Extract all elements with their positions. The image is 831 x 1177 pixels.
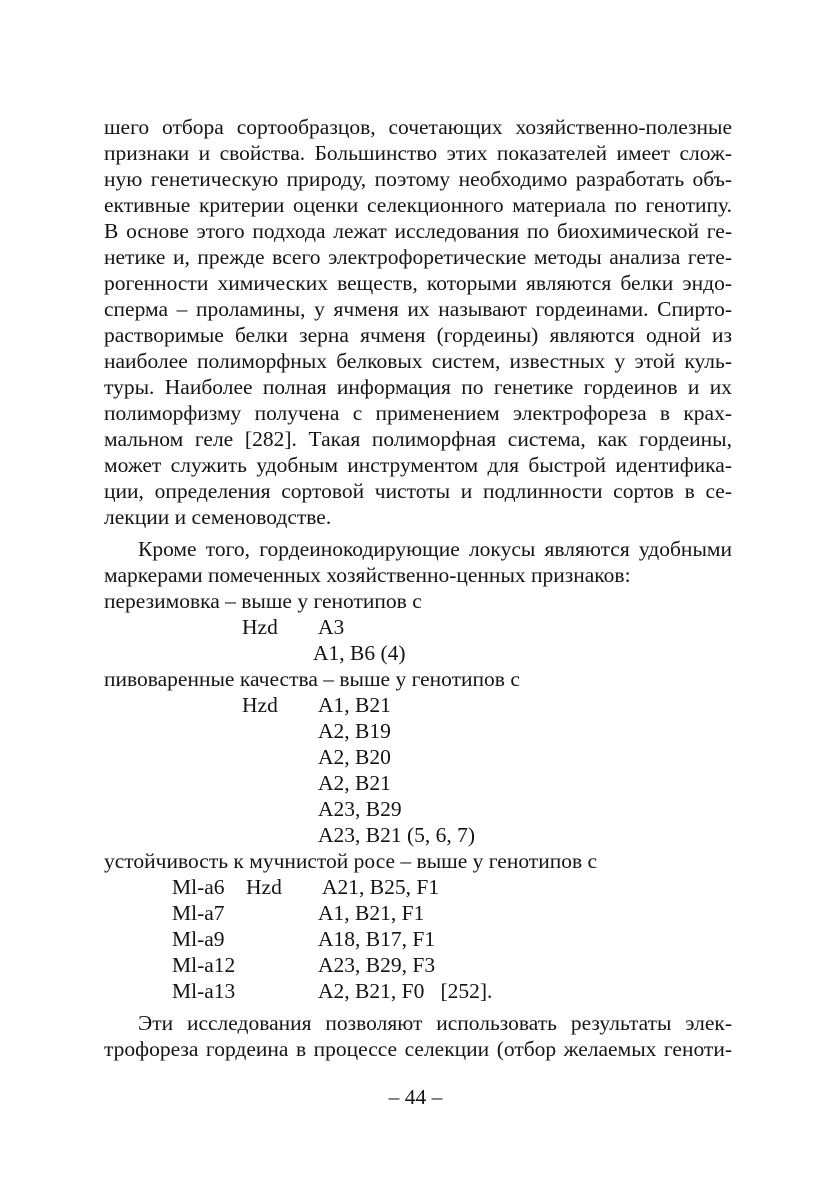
locus-label: Ml-a9 <box>172 927 225 951</box>
allele-row: А23, В29, F3 <box>318 953 436 977</box>
hzd-label: Hzd <box>246 875 282 899</box>
text-line: В основе этого подхода лежат исследования по биохимической ге- <box>104 219 732 243</box>
text-line: нетике и, прежде всего электрофоретические методы анализа гете- <box>104 245 732 269</box>
hzd-label: Hzd <box>242 615 278 639</box>
allele-row: А23, В21 (5, 6, 7) <box>318 823 476 847</box>
hzd-label: Hzd <box>242 693 278 717</box>
allele-row: А3 <box>318 615 345 639</box>
text-line: растворимые белки зерна ячменя (гордеины) являются одной из <box>104 323 732 347</box>
locus-label: Ml-a7 <box>172 901 225 925</box>
list-heading: пивоваренные качества – выше у генотипов с <box>104 667 520 691</box>
allele-row: А1, В6 (4) <box>313 641 406 665</box>
allele-row: А1, В21 <box>318 693 391 717</box>
text-line: ную генетическую природу, поэтому необходимо разработать объ- <box>104 167 732 191</box>
text-line: может служить удобным инструментом для быстрой идентифика- <box>104 453 732 477</box>
text-line: полиморфизму получена с применением электрофореза в крах- <box>104 401 732 425</box>
allele-row: А2, В19 <box>318 719 391 743</box>
text-line: ективные критерии оценки селекционного материала по генотипу. <box>104 193 732 217</box>
allele-row: А2, В21 <box>318 771 391 795</box>
page-number: – 44 – <box>388 1085 443 1109</box>
list-heading: устойчивость к мучнистой росе – выше у генотипов с <box>104 849 598 873</box>
allele-row: А1, В21, F1 <box>318 901 425 925</box>
locus-label: Ml-a12 <box>172 953 236 977</box>
text-line: ции, определения сортовой чистоты и подлинности сортов в се- <box>104 479 732 503</box>
allele-row: А21, В25, F1 <box>322 875 440 899</box>
allele-row: А2, В20 <box>318 745 391 769</box>
text-line: сперма – проламины, у ячменя их называют гордеинами. Спирто- <box>104 297 732 321</box>
text-line: туры. Наиболее полная информация по генетике гордеинов и их <box>104 375 732 399</box>
locus-label: Ml-a13 <box>172 979 236 1003</box>
text-line: признаки и свойства. Большинство этих показателей имеет слож- <box>104 141 732 165</box>
text-line: трофореза гордеина в процессе селекции (отбор желаемых геноти- <box>104 1037 732 1061</box>
text-line: мальном геле [282]. Такая полиморфная система, как гордеины, <box>104 427 732 451</box>
locus-label: Ml-a6 <box>172 875 225 899</box>
text-line: Эти исследования позволяют использовать результаты элек- <box>138 1011 732 1035</box>
text-line: шего отбора сортообразцов, сочетающих хозяйственно-полезные <box>104 115 732 139</box>
text-line: наиболее полиморфных белковых систем, известных у этой куль- <box>104 349 732 373</box>
list-heading: перезимовка – выше у генотипов с <box>104 589 422 613</box>
text-line: маркерами помеченных хозяйственно-ценных признаков: <box>104 563 631 587</box>
allele-row: А18, В17, F1 <box>318 927 436 951</box>
allele-row: А23, В29 <box>318 797 402 821</box>
text-line: лекции и семеноводстве. <box>104 505 332 529</box>
allele-row: А2, В21, F0 [252]. <box>318 979 493 1003</box>
text-line: рогенности химических веществ, которыми являются белки эндо- <box>104 271 732 295</box>
text-line: Кроме того, гордеинокодирующие локусы являются удобными <box>138 537 732 561</box>
